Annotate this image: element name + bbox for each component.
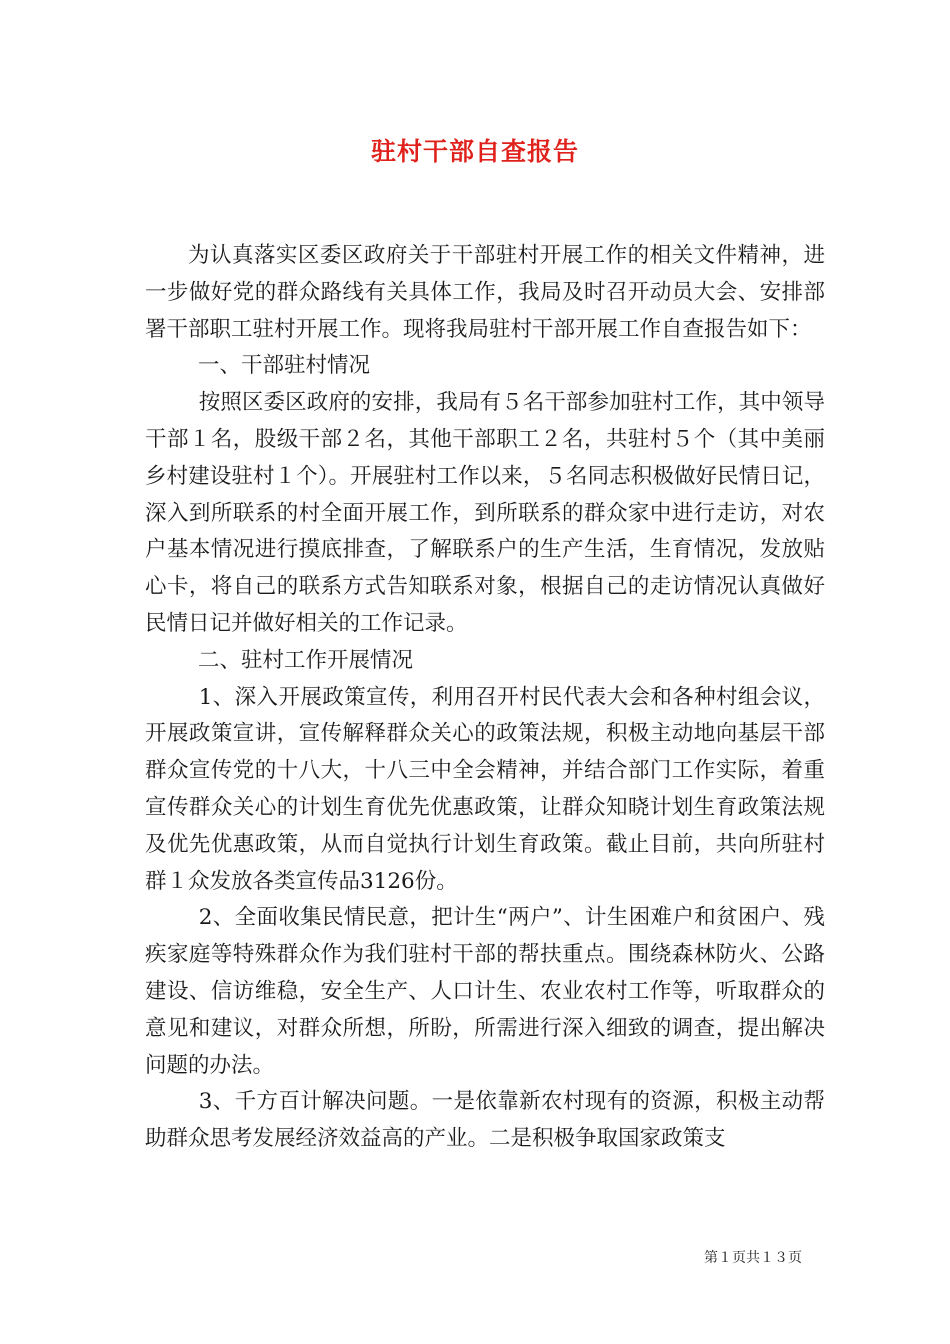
section-heading-1: 一、干部驻村情况 [198,353,371,379]
page-number: 第１页共１３页 [704,1250,802,1266]
section-1-paragraph: 按照区委区政府的安排，我局有５名干部参加驻村工作，其中领导干部１名，股级干部２名，其他干部职工２名，共驻村５个（其中美丽乡村建设驻村１个）。开展驻村工作以来，５名同志积极做好民情日记，深入到所联系的村全面开展工作，到所联系的群众家中进行走访，对农户基本情况进行摸底排查，了解联系户的生产生活，生育情况，发放贴心卡，将自己的联系方式告知联系对象，根据自己的走访情况认真做好民情日记并做好相关的工作记录。 [145,390,825,636]
section-heading-2: 二、驻村工作开展情况 [198,647,414,673]
document-title: 驻村干部自查报告 [370,137,579,166]
item-paragraph-2: 2、全面收集民情民意，把计生“两户”、计生困难户和贫困户、残疾家庭等特殊群众作为我们驻村干部的帮扶重点。围绕森林防火、公路建设、信访维稳，安全生产、人口计生、农业农村工作等，听取群众的意见和建议，对群众所想，所盼，所需进行深入细致的调查，提出解决问题的办法。 [145,905,825,1078]
item-paragraph-1: 1、深入开展政策宣传，利用召开村民代表大会和各种村组会议，开展政策宣讲，宣传解释群众关心的政策法规，积极主动地向基层干部群众宣传党的十八大，十八三中全会精神，并结合部门工作实际，着重宣传群众关心的计划生育优先优惠政策，让群众知晓计划生育政策法规及优先优惠政策，从而自觉执行计划生育政策。截止目前，共向所驻村群１众发放各类宣传品3126份。 [145,684,825,894]
document-body [145,238,825,1158]
intro-paragraph: 为认真落实区委区政府关于干部驻村开展工作的相关文件精神，进一步做好党的群众路线有关具体工作，我局及时召开动员大会、安排部署干部职工驻村开展工作。现将我局驻村干部开展工作自查报告如下： [145,243,825,342]
item-paragraph-3: 3、千方百计解决问题。一是依靠新农村现有的资源，积极主动帮助群众思考发展经济效益高的产业。二是积极争取国家政策支 [145,1089,825,1152]
